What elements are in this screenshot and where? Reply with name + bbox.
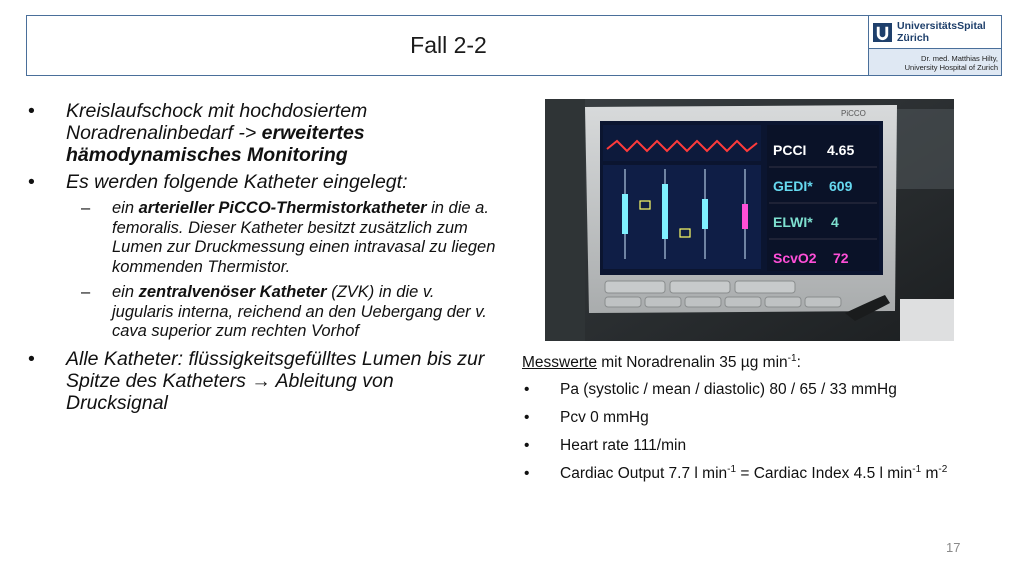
bullet-catheters: • Es werden folgende Katheter eingelegt: – ein arterieller PiCCO-Thermistorkatheter in die a. femoralis. Dieser Katheter besitzt zusätzlich zum Lumen zur Druckmessung einen intravasal zu liegen kommenden Thermistor. – ein zentralvenöser Katheter (ZVK) in die v. jugularis interna, reichend an den Uebergang der v. cava superior zum rechten Vorhof (28, 171, 498, 342)
author-name: Dr. med. Matthias Hilty, (921, 54, 998, 63)
measurements-heading: Messwerte mit Noradrenalin 35 µg $\min^{-1}$: (522, 352, 801, 371)
page-number: 17 (946, 540, 961, 555)
usz-logo-icon (873, 23, 892, 42)
monitor-row-value: 4.65 (827, 142, 855, 158)
bullet-lumen: • Alle Katheter: flüssigkeitsgefülltes Lumen bis zur Spitze des Katheters → Ableitung von Drucksignal (28, 348, 498, 414)
university-logo (868, 16, 1001, 75)
author-affiliation: University Hospital of Zurich (904, 63, 998, 72)
bullet-shock: • Kreislaufschock mit hochdosiertem Noradrenalinbedarf -> erweitertes hämodynamisches Monitoring (28, 100, 498, 166)
monitor-row-label: GEDI* (773, 178, 813, 194)
monitor-row-value: 4 (831, 214, 839, 230)
picco-monitor-photo (545, 99, 954, 341)
measurement-pressure: • Pa (systolic / mean / diastolic) 80 / 65 / 33 mmHg (522, 380, 1002, 399)
monitor-brand: PiCCO (841, 109, 866, 118)
logo-name-line2: Zürich (897, 32, 930, 44)
monitor-row-label: ELWI* (773, 214, 813, 230)
slide-title: Fall 2-2 (410, 32, 487, 58)
logo-name-line1: UniversitätsSpital (897, 20, 986, 32)
bullet-list (28, 100, 498, 419)
measurements-panel (522, 353, 1002, 492)
monitor-row-label: ScvO2 (773, 250, 817, 266)
sub-bullet-zvk: – ein zentralvenöser Katheter (ZVK) in die v. jugularis interna, reichend an den Uebergang der v. cava superior zum rechten Vorhof (66, 283, 498, 342)
monitor-row-value: 609 (829, 178, 853, 194)
measurement-cardiac-output: • Cardiac Output 7.7 l $\min^{-1}$ = Cardiac Index 4.5 l $\min^{-1} m^{-2}$ (522, 464, 1002, 483)
sub-bullet-picco: – ein arterieller PiCCO-Thermistorkatheter in die a. femoralis. Dieser Katheter besitzt zusätzlich zum Lumen zur Druckmessung einen intravasal zu liegen kommenden Thermistor. (66, 199, 498, 277)
monitor-row-value: 72 (833, 250, 849, 266)
slide-header (26, 15, 1002, 76)
measurement-heart-rate: • Heart rate 111/min (522, 436, 1002, 455)
measurement-pcv: • Pcv 0 mmHg (522, 408, 1002, 427)
monitor-row-label: PCCI (773, 142, 807, 158)
